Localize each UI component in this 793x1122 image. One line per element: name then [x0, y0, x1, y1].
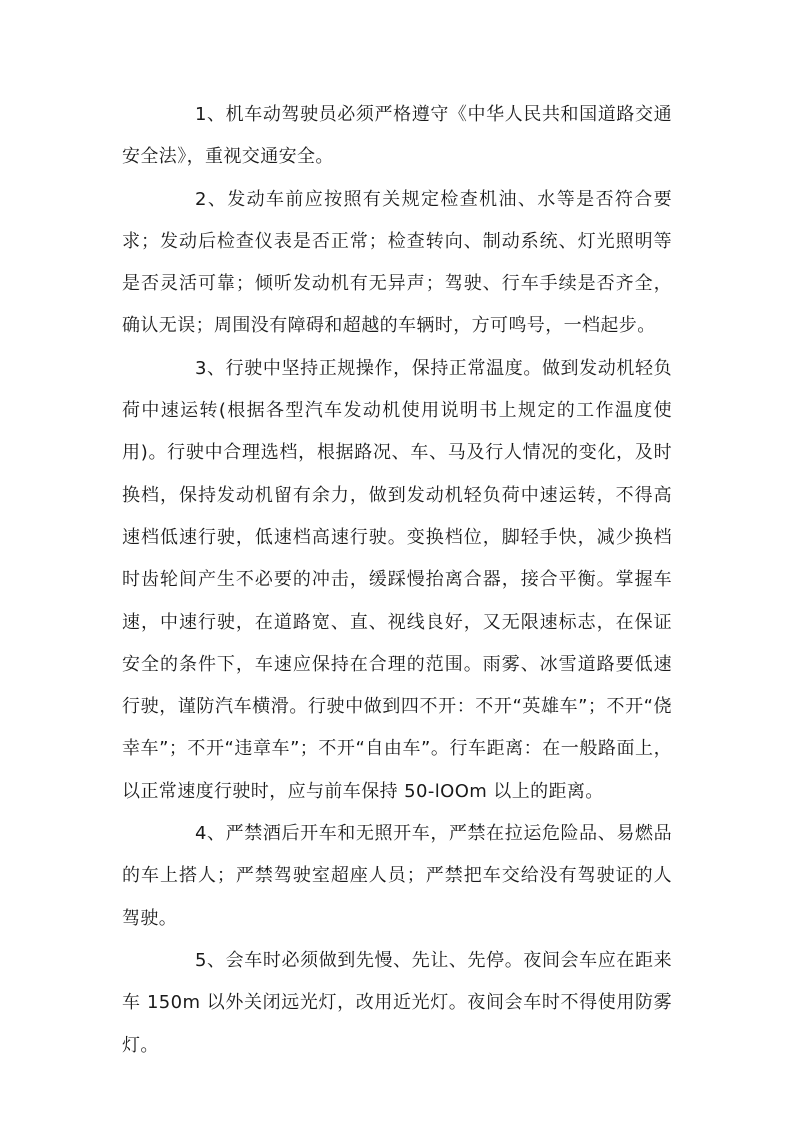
- paragraph-3: 3、行驶中坚持正规操作，保持正常温度。做到发动机轻负荷中速运转(根据各型汽车发动机使用说明书上规定的工作温度使用)。行驶中合理选档，根据路况、车、马及行人情况的变化，及时换档，保持发动机留有余力，做到发动机轻负荷中速运转，不得高速档低速行驶，低速档高速行驶。变换档位，脚轻手快，减少换档时齿轮间产生不必要的冲击，缓踩慢抬离合器，接合平衡。掌握车速，中速行驶，在道路宽、直、视线良好，又无限速标志，在保证安全的条件下，车速应保持在合理的范围。雨雾、冰雪道路要低速行驶，谨防汽车横滑。行驶中做到四不开：不开“英雄车”；不开“侥幸车”；不开“违章车”；不开“自由车”。行车距离：在一般路面上，以正常速度行驶时，应与前车保持 50-lOOm 以上的距离。: [122, 357, 672, 802]
- paragraph-2: 2、发动车前应按照有关规定检查机油、水等是否符合要求；发动后检查仪表是否正常；检查转向、制动系统、灯光照明等是否灵活可靠；倾听发动机有无异声；驾驶、行车手续是否齐全，确认无误；周围没有障碍和超越的车辆时，方可鸣号，一档起步。: [122, 188, 672, 337]
- paragraph-5: 5、会车时必须做到先慢、先让、先停。夜间会车应在距来车 150m 以外关闭远光灯，改用近光灯。夜间会车时不得使用防雾灯。: [122, 949, 672, 1056]
- paragraph-1: 1、机车动驾驶员必须严格遵守《中华人民共和国道路交通安全法》，重视交通安全。: [122, 104, 672, 168]
- paragraph-4: 4、严禁酒后开车和无照开车，严禁在拉运危险品、易燃品的车上搭人；严禁驾驶室超座人员；严禁把车交给没有驾驶证的人驾驶。: [122, 823, 672, 929]
- document-body: [122, 94, 672, 1067]
